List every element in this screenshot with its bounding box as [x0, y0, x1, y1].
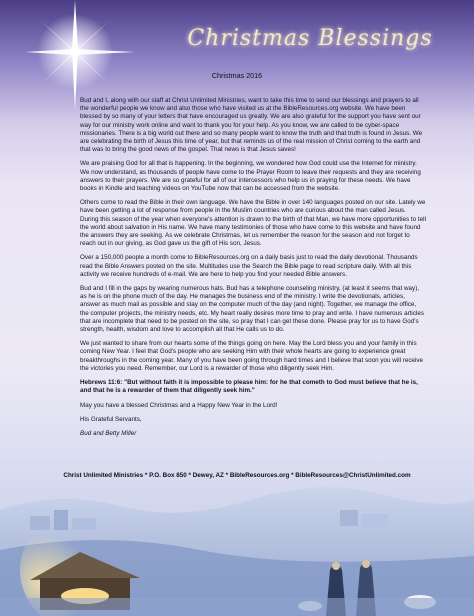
footer-contact: Christ Unlimited Ministries * P.O. Box 850 * Dewey, AZ * BibleResources.org * BibleResources@ChristUnlimited.com [63, 472, 411, 479]
signature: Bud and Betty Miller [80, 429, 137, 437]
scripture-verse: Hebrews 11:6: "But without faith it is impossible to please him: for he that cometh to God must believe that he is, and that he is a rewarder of them that diligently seek him." [80, 379, 418, 395]
letter-body [80, 97, 426, 444]
bethlehem-star-icon [15, 0, 135, 110]
nativity-scene [0, 470, 474, 616]
paragraph-7: May you have a blessed Christmas and a Happy New Year in the Lord! [80, 401, 278, 409]
paragraph-3: Others come to read the Bible in their own language. We have the Bible in over 140 languages posted on our site. Lately we have been getting a lot of response from people in the Muslim countries who are curious about the man called Jesus. During this season of the year when everyone's attention is drawn to the birth of that Man, we have more opportunities to tell the world about salvation in His name. We have many testimonies of those who have come to this website and have found the answers they are seeking. As we celebrate Christmas, let us remember the reason for the season and not forget to reach out in our giving, as God gave us the gift of His son, Jesus. [80, 199, 426, 248]
paragraph-6: We just wanted to share from our hearts some of the things going on here. May the Lord bless you and your family in this coming New Year. I feel that God's people who are seeking Him with their whole hearts are going to experience great breakthroughs in the coming year. Many of you have been going through hard times and I believe that soon you will receive the victories you need. Remember, our Lord is a rewarder of those who diligently seek Him. [80, 340, 424, 372]
closing: His Grateful Servants, [80, 415, 142, 423]
page-title: Christmas Blessings [187, 26, 433, 51]
paragraph-5: Bud and I fill in the gaps by wearing numerous hats. Bud has a telephone counseling ministry, (at least it seems that way), as he is on the phone much of the day. He manages the business end of the ministry. I write the devotionals, articles, answer as much mail as possible and stay on the computer much of the day (and night). Together, we manage the office, the computer projects, the ministry needs, etc. My heart really desires more time to pray and write. I have numerous articles that are incomplete that need to be posted on the site, so pray that I can get these done. Please pray for us to have God's strength, health, wisdom and love to accomplish all that He calls us to do. [80, 285, 425, 334]
letter-date: Christmas 2016 [211, 71, 263, 80]
paragraph-1: Bud and I, along with our staff at Christ Unlimited Ministries, want to take this time to send our blessings and prayers to all the wonderful people we know and also those who have visited us at the BibleResources.org website. We have been blessed by so many of your letters that have encouraged us greatly. We are also grateful for the support you have sent our way for our ministry work online and want to thank you for your help. As you know, we are called to be cyber-space missionaries. There is a big world out there and so many people want to know the truth and that truth is found in Jesus. We are celebrating the birth of Jesus this time of year, but that reminds us of the real mission of Christ coming to the earth and that was to bring the good news of the gospel. That news is that Jesus saves! [80, 97, 423, 154]
paragraph-2: We are praising God for all that is happening. In the beginning, we wondered how God could use the Internet for ministry. We now understand, as thousands of people have come to the Prayer Room to leave their requests and they are receiving answers to their prayers. We are so grateful for all of our intercessors who help us in praying for these needs. We have books in Kindle and teaching videos on YouTube now that can be accessed from the website. [80, 160, 421, 193]
paragraph-4: Over a 150,000 people a month come to BibleResources.org on a daily basis just to read the daily devotional. Thousands read the Bible Answers posted on the site. Multitudes use the Search the Bible page to read scripture daily. With all this activity we receive hundreds of e-mail. We are here to help you find your needed Bible answers. [80, 254, 418, 278]
